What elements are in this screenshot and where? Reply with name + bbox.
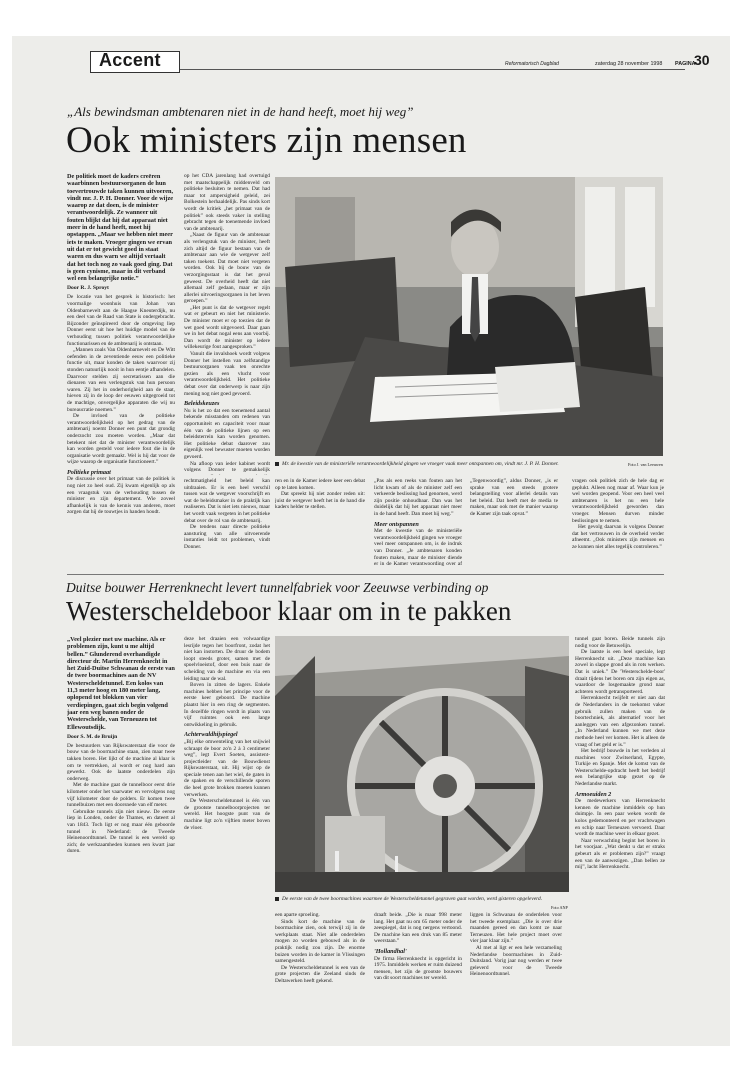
paragraph: Naar verwachting begint het boren in het voorjaar. „Wat denkt u dat er straks gebeurt als er problemen zijn?” vraagt een van de aanwezigen. „Dan bellen ze mij”, lacht Herrenknecht. xyxy=(575,837,665,871)
caption-marker-icon xyxy=(275,897,279,901)
paragraph: De firma Herrenknecht is opgericht in 1975. Inmiddels werken er ruim duizend mensen, het zijn de grootste bouwers van dit soort machines ter wereld. xyxy=(374,955,462,982)
header-rule xyxy=(180,69,685,70)
article-2-lead: „Veel plezier met uw machine. Als er problemen zijn, kunt u me altijd bellen.” Glunderend overhandigde directeur dr. Martin Herrenknecht in het Zuid-Duitse Schwanau de eerste van de twee boormachines aan de NV Westerscheldetunnel. Een kolos van 11,3 meter hoog en 180 meter lang, oplopend tot blokken van vier verdiepingen, gaat zich begin volgend jaar een weg banen onder de Westerschelde, van Terneuzen tot Ellewoutsdijk. xyxy=(67,636,175,731)
paragraph: De locatie van het gesprek is historisch: het voormalige woonhuis van Johan van Oldenbarnevelt aan de Haagse Kneuterdijk, nu een deel van de Raad van State is ondergebracht. Bijzonder geïnspireerd door de omgeving liep Donner eerst uit hoe het huidige model van de verhouding tussen politiek verantwoordelijke functionarissen en de ambtenarij is ontstaan. xyxy=(67,294,175,347)
paragraph: liggen in Schwanau de onderdelen voor het tweede exemplaar. „Die is over drie maanden gereed en dan komt ze naar Terneuzen. Het hele project moet over vier jaar klaar zijn.” xyxy=(470,912,562,945)
article-1-byline: Door R. J. Sproyt xyxy=(67,285,109,292)
article-1-kicker: „Als bewindsman ambtenaren niet in de hand heeft, moet hij weg” xyxy=(67,104,414,119)
subheading: 'Hollandhal' xyxy=(374,947,407,955)
donner-photo-caption xyxy=(275,461,615,467)
paragraph: De Westerscheldetunnel is één van de grootste tunnelboorprojecten ter wereld. Het hoogste punt van de machine ligt zo'n vijftien meter boven de vloer. xyxy=(184,798,270,831)
article-2-col-1 xyxy=(67,636,175,1028)
subheading: Beleidskeuzes xyxy=(184,400,220,408)
article-2-byline: Door S. M. de Bruijn xyxy=(67,733,118,740)
paragraph: rechtmatigheid het beleid kan uitdraaien. Er is een heel verschil tussen wat de wetgever voorschrijft en wat de beleidsmaker in de praktijk kan realiseren. Dat is niet iets nieuws, maar het wordt vaak vergeten in het politieke debat over de rol van de ambtenarij. xyxy=(184,478,270,524)
paragraph: tunnel gaat boren. Beide tunnels zijn nodig voor de Betuwelijn. xyxy=(575,636,665,649)
article-2-col-5 xyxy=(470,912,562,1028)
caption-text: De eerste van de twee boormachines waarmee de Westerscheldetunnel gegraven gaat worden, werd gisteren opgeleverd. xyxy=(282,896,543,902)
article-1-bottom-col-4 xyxy=(374,478,462,568)
subheading: Achterwaldhijspiegel xyxy=(184,731,238,739)
boring-machine-photo xyxy=(275,636,569,892)
subheading: Armoeuiden 2 xyxy=(575,790,612,798)
article-2-kicker: Duitse bouwer Herrenknecht levert tunnelfabriek voor Zeeuwse verbinding op xyxy=(66,580,489,595)
paragraph: Al met al ligt er een hele verzameling Nederlandse boormachines in Zuid-Duitsland. Vorig jaar nog werden er twee geleverd voor de Tweede Heinenoordtunnel. xyxy=(470,944,562,978)
paragraph: „Tegenwoordig”, aldus Donner, „is er sprake van een steeds grotere belangstelling voor allerlei details van het beleid. Dat heeft met de media te maken, maar ook met de manier waarop de Kamer zijn taak opvat.” xyxy=(470,478,558,517)
boring-machine-photo-credit: Foto ANP xyxy=(551,905,568,910)
paragraph: Nu is het zo dat een toenemend aantal bekende misstanden om redenen van opportuniteit en capaciteit voor maar één van de politieke lijnen op een beleidsterrein kan worden genomen. Het politieke debat daarover zou eigenlijk veel bewuster moeten worden gevoerd. xyxy=(184,407,270,460)
article-2-col-2 xyxy=(184,636,270,1028)
article-1-col-2 xyxy=(184,173,270,475)
article-1-bottom-col-2 xyxy=(184,478,270,568)
boring-machine-photo-caption xyxy=(275,896,565,902)
caption-text: Mr. de kwestie van de ministeriële verantwoordelijkheid gingen we vroeger vaak meer ontspannen om, vindt mr. J. P. H. Donner. xyxy=(282,461,559,467)
section-label: Accent xyxy=(99,50,161,70)
paragraph: „Pas als een reeks van fouten aan het licht kwam of als de minister zelf een verkeerde beslissing had genomen, werd zijn positie onhoudbaar. Dan was het duidelijk dat hij het apparaat niet meer in de hand heeft. Dan moet hij weg.” xyxy=(374,478,462,517)
paragraph: „Mannen zoals Van Oldenbarnevelt en De Witt oefenden in de zeventiende eeuw een politieke functie uit, maar konden de taken waarvoor zij stonden natuurlijk nooit in hun eentje afhandelen. Daarvoor stelden zij secretarissen aan die dienaren van een verlengstuk van hun persoon waren. Zij het in onderhorigheid aan de staat, hieven zij in de loop der eeuwen uitgegroeid tot de machtige, onvergelijke apparaten die wij nu bureaucratie noemen.” xyxy=(67,347,175,413)
donner-photo-image xyxy=(275,177,663,456)
paragraph: ren en in de Kamer iedere keer een debat op te laten komen. xyxy=(275,478,365,491)
paragraph: draaft beide. „Die is maar 998 meter lang. Het gaat nu om 65 meter onder de zeespiegel, dat is nog nergens vertoond. De machine kan een druk van 85 meter weerstaan.” xyxy=(374,912,462,945)
paragraph: De invloed van de politieke verantwoordelijkheid op het gedrag van de ambtenarij noemt Donner een punt dat grondig onderzocht zou moeten worden. „Maar dat betekent niet dat de minister verantwoordelijk kan worden gesteld voor iedere fout die in de organisatie wordt gemaakt. Wel is hij dat voor de wijze waarop de organisatie functioneert.” xyxy=(67,413,175,466)
article-2-col-1-text xyxy=(67,743,175,855)
paragraph: vragen ook politiek zich de hele dag er geplukt. Alleen nog maar af. Waar kun je wel worden geopend. Voor een heel veel ambtenaren is het nu een hele verantwoordelijkheid geworden dan vroeger. Mensen durven minder beslissingen te nemen. xyxy=(572,478,664,524)
header-date: zaterdag 28 november 1998 xyxy=(595,61,663,67)
paragraph: De discussie over het primaat van de politiek is nog niet zo heel oud. Zij kwam eigenlijk op als een vraagstuk van de verhouding tussen de minister en zijn departement. Wie zoveel afhankelijk is van de kennis van anderen, moet zorgen dat hij de touwtjes in handen houdt. xyxy=(67,476,175,516)
paragraph: Dat spreekt hij niet zonder reden uit: juist de wetgever heeft het in de hand die kaders helder te stellen. xyxy=(275,491,365,511)
article-1-bottom-col-5 xyxy=(470,478,558,568)
page-label: PAGINA xyxy=(675,61,696,67)
paper-name: Reformatorisch Dagblad xyxy=(505,61,559,67)
paragraph: De medewerkers van Herrenknecht kennen de machine inmiddels op hun duimpje. In een paar weken wordt de kolos gedemonteerd en per vrachtwagen en schip naar Terneuzen vervoerd. Daar wordt de machine weer in elkaar gezet. xyxy=(575,798,665,838)
paragraph: Met de machine gaat de tunnelboor eerst drie kilometer onder het vaarwater en vervolgens nog vijf kilometer door de polders. Er komen twee tunnelbuizen met een doorsnede van elf meter. xyxy=(67,782,175,809)
paragraph: De laatste is een heel speciale, legt Herrenknecht uit. „Deze machine kan zowel in slappe grond als in rots werken. Dat is uniek.” De 'Westerschelde-boor' draait tijdens het boren om zijn eigen as, waardoor de losgemaakte grond naar achteren wordt getransporteerd. xyxy=(575,649,665,695)
paragraph: De bestuurders van Rijkswaterstaat die voor de bouw van de boormachine staan, zien maar twee takken boren. Het lijkt of de machine al klaar is om te vertrekken, al wordt er nog hard aan gewerkt. Ook de laatste onderdelen zijn onderweg. xyxy=(67,742,175,782)
paragraph: Sinds kort de machine van de boormachine zien, ook terwijl zij in de werkplaats staat. Niet alle onderdelen mogen zo worden gebouwd als in de praktijk nodig zou zijn. De enorme buizen worden in de kamer in Vlissingen samengesteld. xyxy=(275,918,365,965)
article-divider xyxy=(67,574,664,575)
page-header xyxy=(90,49,718,75)
paragraph: Het gevolg daarvan is volgens Donner dat het vertrouwen in de overheid verder afneemt. „Ook ministers zijn mensen en ze kunnen niet alles tegelijk controleren.” xyxy=(572,524,664,550)
paragraph: Het bedrijf bouwde in het verleden al machines voor Zwitserland, Egypte, Turkije en Spanje. Met de komst van de Westerschelde-opdracht heeft het bedrijf een belangrijke stap gezet op de Nederlandse markt. xyxy=(575,748,665,788)
subheading: Meer ontspannen xyxy=(374,520,419,528)
paragraph: Vanuit die invalshoek wordt volgens Donner het instellen van zelfstandige bestuursorganen vaak ten onrechte gezien als een vlucht voor verantwoordelijkheid. Het politieke debat over dat onderwerp is naar zijn mening nog niet goed gevoerd. xyxy=(184,351,270,397)
paragraph: „Het punt is dat de wetgever regelt wat er gebeurt en niet het ministerie. De minister moet er op toezien dat de wet goed wordt uitgevoerd. Daar gaan we in het debat nogal eens aan voorbij. Dan wordt de minister op iedere willekeurige fout aangesproken.” xyxy=(184,304,270,351)
page-number: 30 xyxy=(694,52,710,68)
donner-photo xyxy=(275,177,663,456)
paragraph: een aparte sproeling. xyxy=(275,912,320,918)
subheading: Politieke primaat xyxy=(67,468,111,476)
paragraph: De tendens naar directe politieke aansturing van alle uitvoerende instanties leidt tot problemen, vindt Donner. xyxy=(184,524,270,550)
article-2-headline: Westerscheldeboor klaar om in te pakken xyxy=(66,596,512,626)
article-2-col-3 xyxy=(275,912,365,1028)
article-1-bottom-col-3 xyxy=(275,478,365,568)
paragraph: De Westerscheldetunnel is een van de grote projecten die Zeeland sinds de Deltawerken heeft gekend. xyxy=(275,964,365,984)
boring-machine-photo-image xyxy=(275,636,569,892)
article-1-col-1-text xyxy=(67,294,175,516)
donner-photo-credit: Foto J. van Leeuwen xyxy=(628,462,663,467)
paragraph: „Naast de figuur van de ambtenaar als verlengstuk van de minister, heeft zich altijd de figuur bestaan van de ambtenaar aan wie de wetgever zelf taken toekent. Dat moet niet vergeten worden. Ook bij de bouw van de verzorgingsstaat is dat het geval geweest. De overheid heeft dat niet allemaal zelf gedaan, maar er zijn allerlei uitvoeringsorganen in het leven geroepen.” xyxy=(184,232,270,305)
paragraph: „Bij elke omwenteling van het snijwiel schraapt de boor zo'n 2 à 3 centimeter weg”, legt Evert Soeten, assistent-projectleider van de Bouwdienst Rijkswaterstaat, uit. Hij wijst op de speciale tenen aan het wiel, de gaten in de spaken en de verschillende sporen die heel grote brokken moeten kunnen verwerken. xyxy=(184,738,270,798)
paragraph: deze het draaien een volwaardige lesrijde tegen het boorfront, zodat het niet kan instorten. De druur de bodem loopt steeds groter, samen met de spoelvloeistof, door een buis naar de scheiding van de machine en via een leiding naar de wal. xyxy=(184,636,270,682)
paragraph: Gebruikte tunnels zijn niet nieuw. De eerste liep in Londen, onder de Thames, en dateert al van 1843. Toch ligt er nog maar één geboorde tunnel in Nederland: de Tweede Heinenoordtunnel. De tunnel is een wereld op zich; de werkzaamheden kunnen een kwart jaar duren. xyxy=(67,808,175,855)
paragraph: Herrenknecht twijfelt er niet aan dat de Nederlanders in de toekomst vaker gebruik zullen maken van de boortechniek, als alternatief voor het aanleggen van een afgezonken tunnel. „In Nederland kunnen we met deze methode heel ver komen. Het is alleen de vraag of het geld er is.” xyxy=(575,695,665,748)
paragraph: Na afloop van ieder kabinet wordt volgens Donner te gemakkelijk xyxy=(184,460,270,474)
article-2-col-6 xyxy=(575,636,665,1028)
paragraph: Met de kwestie van de ministeriële verantwoordelijkheid gingen we vroeger veel meer ontspannen om, is de indruk van Donner. „Je ambtenaren konden fouten maken, maar de minister diende er in de Kamer verantwoording over af xyxy=(374,528,462,568)
paragraph: Boven in zitten de lagers. Enkele machines hebben het principe voor de eerste keer geboord. De machine plaatst hier in een ring de segmenten. In dezelfde ringen wordt in plaats van vijf ruimtes ook een lange ontwikkeling in gebruik. xyxy=(184,682,270,728)
paragraph: op het CDA jarenlang had overtuigd met maatschappelijk middenveld om politieke besluiten te nemen. Dat had maar tot ampersigheid geleid, zei Bolkestein herhaaldelijk. Pas sinds kort wordt de kritiek „het primaat van de politiek” ook steeds vaker in stelling gebracht tegen de toenemende invloed van de ambtenarij. xyxy=(184,173,270,232)
article-1-col-6 xyxy=(572,478,664,568)
article-1-headline: Ook ministers zijn mensen xyxy=(66,120,467,161)
caption-marker-icon xyxy=(275,462,279,466)
article-1-lead: De politiek moet de kaders creëren waarbinnen bestuursorganen de hun toevertrouwde taken kunnen uitvoeren, vindt mr. J. P. H. Donner. Voor de wijze waarop ze dat doen, is de minister verantwoordelijk. Ze wanneer uit fouten blijkt dat hij dat apparaat niet meer in de hand heeft, moet hij opstappen. „Maar we hebben niet meer iets te maken. Vroeger gingen we ervan uit dat er tot gewicht goed in staat waren en dus warn we altijd vertaalt dat het toch nog zo vaak goed ging. Dat is geen cynisme, maar in dit verband wel een belangrijke notie.” xyxy=(67,173,174,283)
article-1-col-1 xyxy=(67,173,175,565)
article-2-col-4 xyxy=(374,912,462,1028)
